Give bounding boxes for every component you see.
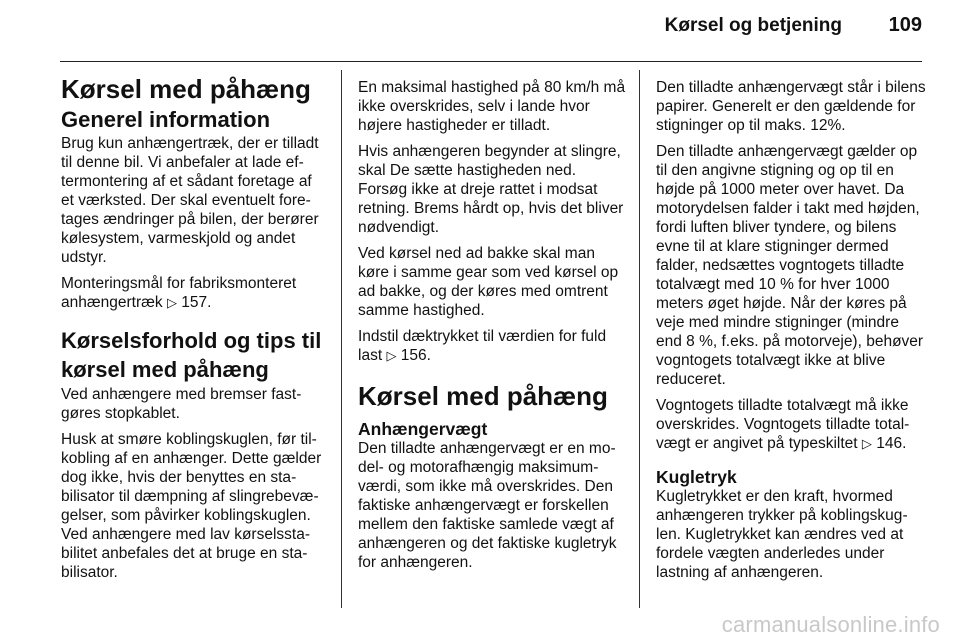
paragraph: Den tilladte anhængervægt står i bilens papirer. Generelt er den gældende for stigninger op til maks. 12%.	[656, 79, 926, 134]
page-ref-arrow-icon: ▷	[861, 436, 872, 451]
subsection-heading-general: Generel information	[61, 107, 271, 132]
paragraph-with-ref	[61, 274, 328, 312]
paragraph: En maksimal hastighed på 80 km/h må ikke overskrides, selv i lande hvor højere hastigheder er tilladt.	[358, 79, 626, 134]
column-2	[358, 78, 626, 579]
paragraph: Den tilladte anhængervægt gælder op til den angivne stigning og op til en højde på 1000 meter over havet. Da motorydelsen falder i takt med højden, fordi luften bliver tyndere, og bilens evne til at klare stigninger dermed falder, nedsættes vogntogets tilladte totalvægt med 10 % for hver 1000 meters øget højde. Når der køres på veje med mindre stigninger (mindre end 8 %, f.eks. på motorveje), behøver vogntogets totalvægt ikke at blive reduceret.	[656, 143, 924, 388]
paragraph-with-ref	[358, 327, 626, 365]
paragraph: Hvis anhængeren begynder at slingre, skal De sætte hastigheden ned. Forsøg ikke at dreje rattet i modsat retning. Brems hårdt op, hvis det bliver nødvendigt.	[358, 143, 624, 236]
paragraph: Den tilladte anhængervægt er en model- og motorafhængig maksimumværdi, som ikke må overskrides. Den faktiske anhængervægt er forskellen mellem den faktiske samlede vægt af anhængeren og det faktiske kugletryk for anhængeren.	[358, 440, 617, 571]
section-heading: Kørsel med påhæng	[358, 381, 608, 411]
paragraph-text: Vogntogets tilladte totalvægt må ikke overskrides. Vogntogets tilladte totalvægt er angivet på typeskiltet	[656, 397, 910, 452]
page-ref-link[interactable]: 156.	[400, 347, 431, 364]
column-divider-1	[341, 70, 342, 608]
column-3	[656, 78, 926, 589]
paragraph: Ved anhængere med bremser fastgøres stopkablet.	[61, 386, 302, 422]
subsection-heading-weight: Anhængervægt	[358, 419, 488, 439]
watermark: carmanualsonline.info	[721, 612, 940, 637]
subsection-heading-ball: Kugletryk	[656, 467, 737, 487]
paragraph-with-ref	[656, 396, 926, 453]
paragraph-text: Indstil dæktrykket til værdien for fuld last	[358, 328, 607, 364]
page-number: 109	[888, 14, 922, 36]
paragraph: Kugletrykket er den kraft, hvormed anhængeren trykker på koblingskuglen. Kugletrykket kan ændres ved at fordele vægten anderledes under lastning af anhængeren.	[656, 488, 908, 581]
column-1	[61, 74, 328, 589]
paragraph: Brug kun anhængertræk, der er tilladt til denne bil. Vi anbefaler at lade eftermontering af et sådant foretage af et værksted. Der skal eventuelt foretages ændringer på bilen, der berører kølesystem, varmeskjold og andet udstyr.	[61, 135, 319, 266]
page-ref-link[interactable]: 157.	[181, 294, 212, 311]
page-ref-arrow-icon: ▷	[386, 348, 397, 363]
page-ref-link[interactable]: 146.	[876, 435, 907, 452]
page-header	[0, 0, 960, 62]
page-ref-arrow-icon: ▷	[166, 295, 177, 310]
running-title: Kørsel og betjening	[664, 15, 842, 36]
paragraph-text: Monteringsmål for fabriksmonteret anhængertræk	[61, 275, 297, 311]
paragraph: Ved kørsel ned ad bakke skal man køre i samme gear som ved kørsel op ad bakke, og der køres med omtrent samme hastighed.	[358, 245, 619, 319]
header-rule	[60, 61, 922, 62]
subsection-heading-tips: Kørselsforhold og tips til kørsel med påhæng	[61, 328, 322, 382]
section-heading: Kørsel med påhæng	[61, 74, 311, 104]
column-divider-2	[639, 70, 640, 608]
paragraph: Husk at smøre koblingskuglen, før tilkobling af en anhænger. Dette gælder dog ikke, hvis der benyttes en stabilisator til dæmpning af slingrebevægelser, som påvirker koblingskuglen. Ved anhængere med lav kørselsstabilitet anbefales det at bruge en stabilisator.	[61, 431, 322, 581]
